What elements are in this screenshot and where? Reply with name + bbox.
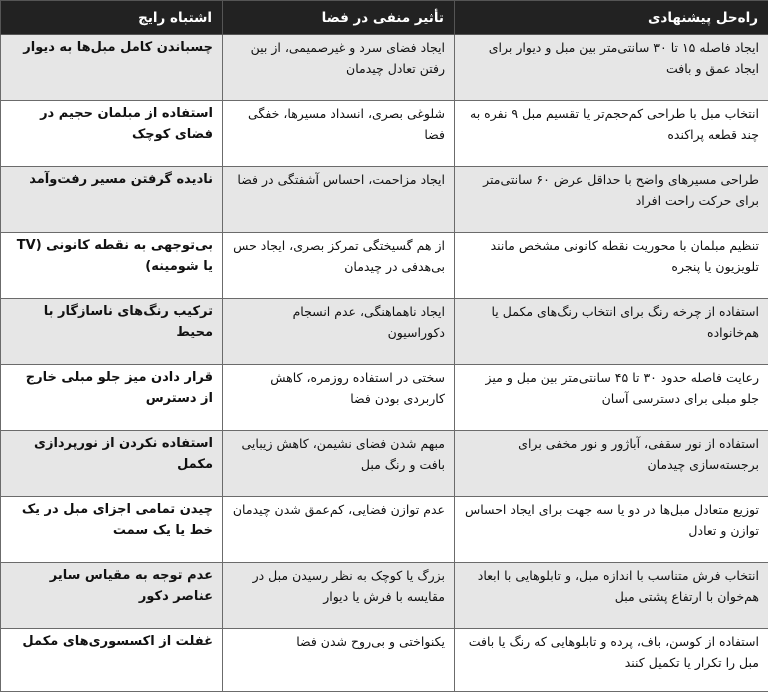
mistake-cell: عدم توجه به مقیاس سایر عناصر دکور [1,563,223,629]
solution-cell: استفاده از نور سقفی، آباژور و نور مخفی برای برجسته‌سازی چیدمان [455,431,768,497]
solution-cell: رعایت فاصله حدود ۳۰ تا ۴۵ سانتی‌متر بین مبل و میز جلو مبلی برای دسترسی آسان [455,365,768,431]
solution-cell: انتخاب مبل با طراحی کم‌حجم‌تر یا تقسیم مبل ۹ نفره به چند قطعه پراکنده [455,101,768,167]
effect-cell: مبهم شدن فضای نشیمن، کاهش زیبایی بافت و رنگ مبل [223,431,455,497]
effect-cell: یکنواختی و بی‌روح شدن فضا [223,629,455,692]
table-row [1,431,768,497]
solution-cell: توزیع متعادل مبل‌ها در دو یا سه جهت برای ایجاد احساس توازن و تعادل [455,497,768,563]
solution-cell: طراحی مسیرهای واضح با حداقل عرض ۶۰ سانتی‌متر برای حرکت راحت افراد [455,167,768,233]
effect-cell: از هم گسیختگی تمرکز بصری، ایجاد حس بی‌هدفی در چیدمان [223,233,455,299]
table-row [1,563,768,629]
table-row [1,365,768,431]
header-row [1,1,768,35]
effect-cell: شلوغی بصری، انسداد مسیرها، خفگی فضا [223,101,455,167]
table-row [1,167,768,233]
mistake-cell: استفاده از مبلمان حجیم در فضای کوچک [1,101,223,167]
mistake-cell: قرار دادن میز جلو مبلی خارج از دسترس [1,365,223,431]
mistake-cell: ترکیب رنگ‌های ناسازگار با محیط [1,299,223,365]
effect-cell: ایجاد مزاحمت، احساس آشفتگی در فضا [223,167,455,233]
header-solution: راه‌حل پیشنهادی [455,1,768,35]
solution-cell: ایجاد فاصله ۱۵ تا ۳۰ سانتی‌متر بین مبل و دیوار برای ایجاد عمق و بافت [455,35,768,101]
mistake-cell: استفاده نکردن از نورپردازی مکمل [1,431,223,497]
table-row [1,299,768,365]
table-row [1,233,768,299]
mistake-cell: چسباندن کامل مبل‌ها به دیوار [1,35,223,101]
solution-cell: استفاده از چرخه رنگ برای انتخاب رنگ‌های مکمل یا هم‌خانواده [455,299,768,365]
effect-cell: بزرگ یا کوچک به نظر رسیدن مبل در مقایسه با فرش یا دیوار [223,563,455,629]
mistake-cell: بی‌توجهی به نقطه کانونی (TV یا شومینه) [1,233,223,299]
effect-cell: عدم توازن فضایی، کم‌عمق شدن چیدمان [223,497,455,563]
mistake-cell: غفلت از اکسسوری‌های مکمل [1,629,223,692]
mistake-cell: نادیده گرفتن مسیر رفت‌وآمد [1,167,223,233]
table-row [1,35,768,101]
mistake-cell: چیدن تمامی اجزای مبل در یک خط یا یک سمت [1,497,223,563]
table-row [1,101,768,167]
header-effect: تأثیر منفی در فضا [223,1,455,35]
solution-cell: استفاده از کوسن، باف، پرده و تابلوهایی که رنگ یا بافت مبل را تکرار یا تکمیل کنند [455,629,768,692]
header-mistake: اشتباه رایج [1,1,223,35]
table-row [1,629,768,692]
effect-cell: ایجاد ناهماهنگی، عدم انسجام دکوراسیون [223,299,455,365]
solution-cell: انتخاب فرش متناسب با اندازه مبل، و تابلوهایی با ابعاد هم‌خوان با ارتفاع پشتی مبل [455,563,768,629]
solution-cell: تنظیم مبلمان با محوریت نقطه کانونی مشخص مانند تلویزیون یا پنجره [455,233,768,299]
table-row [1,497,768,563]
effect-cell: سختی در استفاده روزمره، کاهش کاربردی بودن فضا [223,365,455,431]
effect-cell: ایجاد فضای سرد و غیرصمیمی، از بین رفتن تعادل چیدمان [223,35,455,101]
